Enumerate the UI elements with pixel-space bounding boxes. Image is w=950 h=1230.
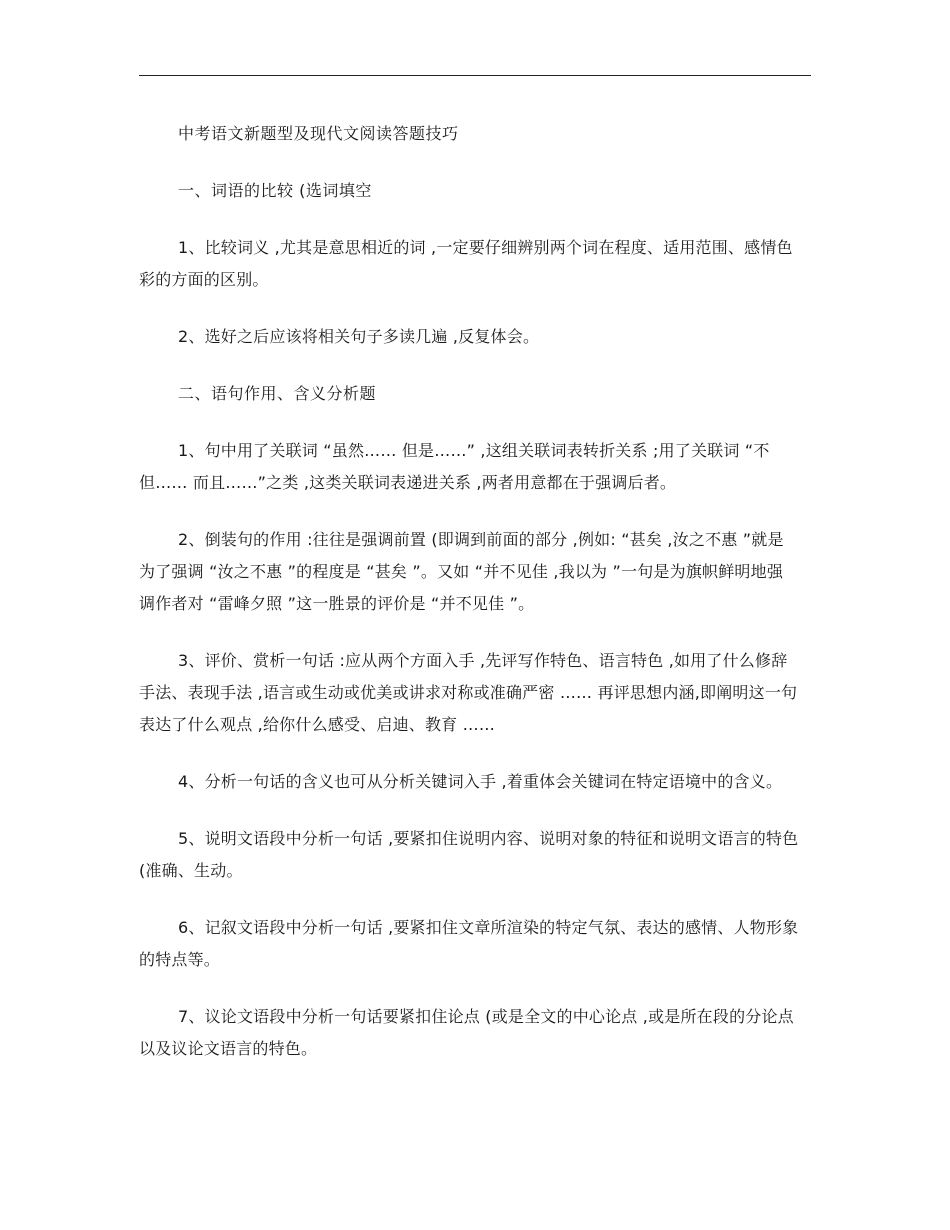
paragraph: 5、说明文语段中分析一句话 ,要紧扣住说明内容、说明对象的特征和说明文语言的特色 (准确、生动。 [139,829,799,880]
paragraph: 7、议论文语段中分析一句话要紧扣住论点 (或是全文的中心论点 ,或是所在段的分论点以及议论文语言的特色。 [139,1007,794,1058]
paragraph: 1、比较词义 ,尤其是意思相近的词 ,一定要仔细辨别两个词在程度、适用范围、感情色彩的方面的区别。 [139,238,793,289]
paragraph: 6、记叙文语段中分析一句话 ,要紧扣住文章所渲染的特定气氛、表达的感情、人物形象的特点等。 [139,918,799,969]
section-heading-word-comparison: 一、词语的比较 (选词填空 [178,181,372,200]
paragraph: 1、句中用了关联词 “虽然…… 但是……” ,这组关联词表转折关系 ;用了关联词 “不但…… 而且……”之类 ,这类关联词表递进关系 ,两者用意都在于强调后者。 [139,441,770,492]
header-divider [139,75,811,76]
paragraph: 2、倒装句的作用 :往往是强调前置 (即调到前面的部分 ,例如: “甚矣 ,汝之不惠 ”就是为了强调 “汝之不惠 ”的程度是 “甚矣 ”。又如 “并不见佳 ,我以为 ”一句是为旗帜鲜明地强调作者对 “雷峰夕照 ”这一胜景的评价是 “并不见佳 ”。 [139,530,784,613]
document-title: 中考语文新题型及现代文阅读答题技巧 [178,124,459,143]
paragraph: 2、选好之后应该将相关句子多读几遍 ,反复体会。 [178,327,540,346]
paragraph: 4、分析一句话的含义也可从分析关键词入手 ,着重体会关键词在特定语境中的含义。 [178,772,783,791]
paragraph: 3、评价、赏析一句话 :应从两个方面入手 ,先评写作特色、语言特色 ,如用了什么修辞手法、表现手法 ,语言或生动或优美或讲求对称或准确严密 …… 再评思想内涵,即阐明这一句表达了什么观点 ,给你什么感受、启迪、教育 …… [139,651,798,734]
document-body [139,118,799,1090]
section-heading-sentence-analysis: 二、语句作用、含义分析题 [178,384,377,403]
